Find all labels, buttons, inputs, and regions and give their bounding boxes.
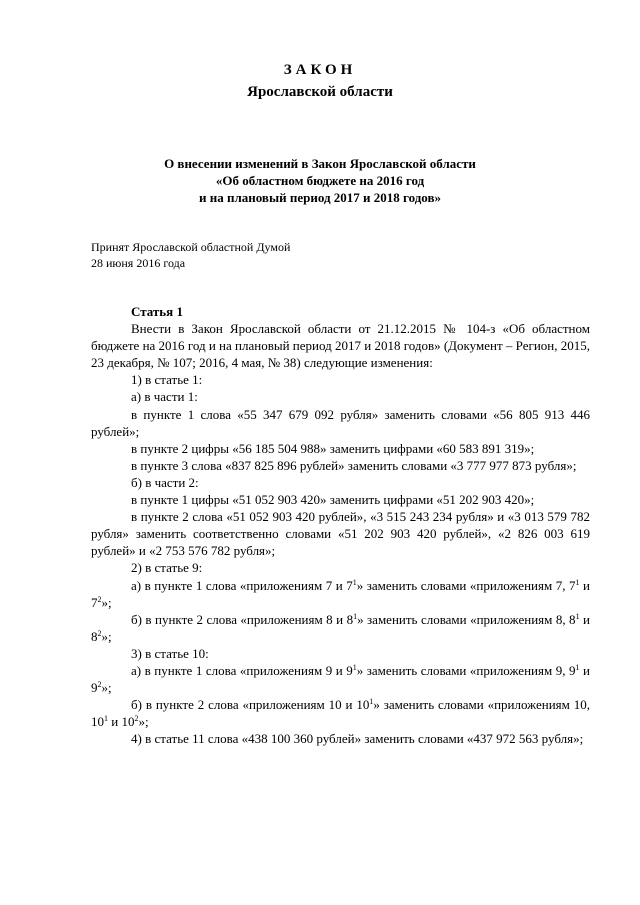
article-body [91, 303, 590, 747]
item-1a-point1: в пункте 1 слова «55 347 679 092 рубля» заменить словами «56 805 913 446 рублей»; [91, 406, 590, 439]
item-1a-point3: в пункте 3 слова «837 825 896 рублей» заменить словами «3 777 977 873 рубля»; [131, 457, 577, 473]
doc-title-line2: «Об областном бюджете на 2016 год [215, 173, 425, 188]
item-1a: а) в части 1: [131, 389, 198, 405]
item-1b-point2: в пункте 2 слова «51 052 903 420 рублей», «3 515 243 234 рубля» и «3 013 579 782 рубля» заменить соответственно словами «51 202 903 420 рублей», «2 826 003 619 рублей» и «2 753 576 782 рубля»; [91, 509, 590, 559]
law-title: ЗАКОН [283, 62, 357, 78]
doc-title-line1: О внесении изменений в Закон Ярославской области [164, 156, 476, 171]
item-3: 3) в статье 10: [131, 645, 209, 661]
article-heading: Статья 1 [131, 304, 183, 319]
item-2: 2) в статье 9: [131, 560, 203, 576]
item-1b-point1: в пункте 1 цифры «51 052 903 420» заменить цифрами «51 202 903 420»; [131, 492, 535, 508]
item-1: 1) в статье 1: [131, 372, 203, 388]
item-4: 4) в статье 11 слова «438 100 360 рублей» заменить словами «437 972 563 рубля»; [131, 731, 584, 747]
law-region: Ярославской области [247, 84, 393, 100]
doc-title-line3: и на плановый период 2017 и 2018 годов» [199, 190, 441, 205]
item-1b: б) в части 2: [131, 474, 199, 490]
adopted-date: 28 июня 2016 года [91, 256, 186, 270]
item-2b: б) в пункте 2 слова «приложениям 8 и $8^1$» заменить словами «приложениям 8, $8^1$ и $8^2$»; [91, 611, 590, 644]
item-3a: а) в пункте 1 слова «приложениям 9 и $9^1$» заменить словами «приложениям 9, $9^1$ и $9^2$»; [91, 662, 590, 696]
adopted-by: Принят Ярославской областной Думой [91, 240, 291, 254]
article-intro: Внести в Закон Ярославской области от 21.12.2015 № 104-з «Об областном бюджете на 2016 год и на плановый период 2017 и 2018 годов» (Документ – Регион, 2015, 23 декабря, № 107; 2016, 4 мая, № 38) следующие изменения: [91, 321, 590, 371]
item-3b: б) в пункте 2 слова «приложениям 10 и $10^1$» заменить словами «приложениям 10, $10^1$ и $10^2$»; [91, 697, 590, 730]
item-2a: а) в пункте 1 слова «приложениям 7 и $7^1$» заменить словами «приложениям 7, $7^1$ и $7^2$»; [91, 577, 590, 610]
item-1a-point2: в пункте 2 цифры «56 185 504 988» заменить цифрами «60 583 891 319»; [131, 440, 535, 456]
